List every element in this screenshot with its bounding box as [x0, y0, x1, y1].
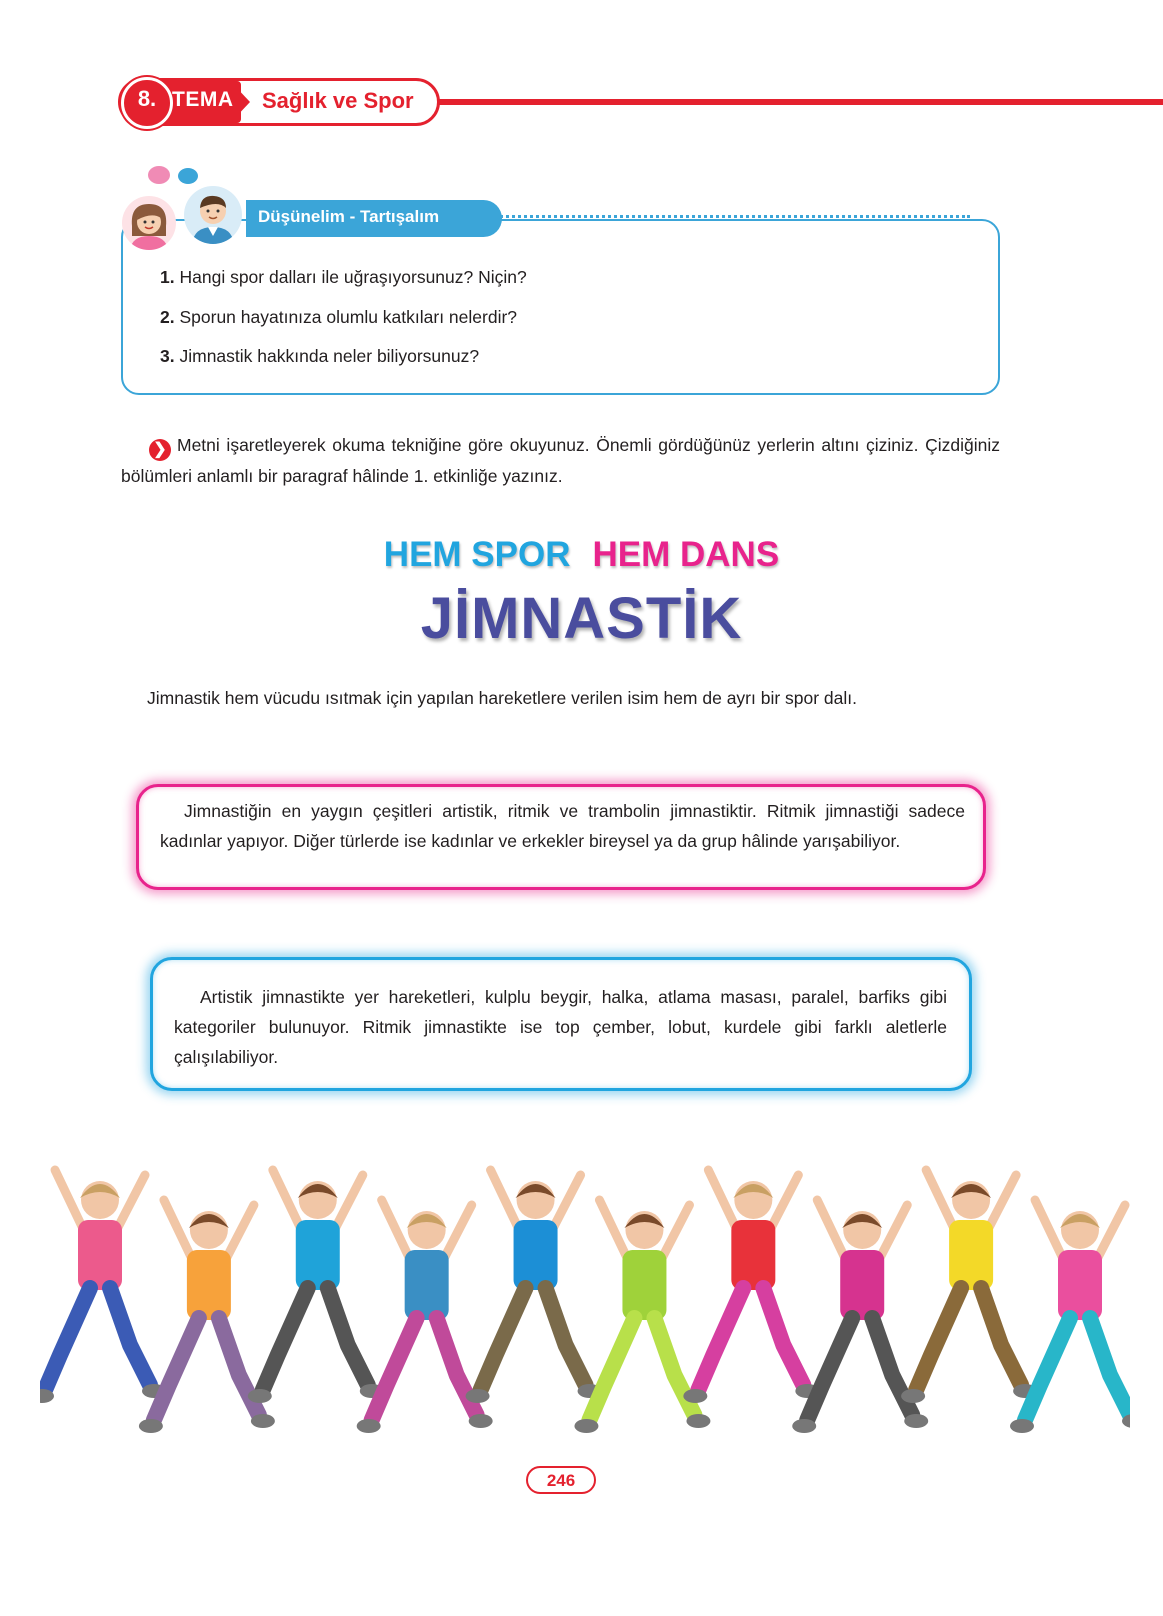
chevron-right-icon: ❯ [149, 439, 171, 461]
info-box-blue [150, 957, 972, 1091]
header-rule [430, 99, 1163, 105]
main-title: JİMNASTİK [420, 586, 743, 651]
speech-bubble-icon [148, 166, 170, 184]
jumping-kid [901, 1170, 1037, 1403]
theme-pill-arrow [234, 85, 250, 119]
question-2 [160, 307, 517, 328]
boy-avatar-icon [184, 186, 242, 244]
question-3 [160, 346, 479, 367]
page-number: 246 [526, 1466, 596, 1494]
jumping-kid [1010, 1200, 1130, 1433]
info-box-blue-text: Artistik jimnastikte yer hareketleri, kulplu beygir, halka, atlama masası, paralel, barfiks gibi kategoriler bulunuyor. Ritmik jimnastikte ise top çember, lobut, kurdele gibi farklı aletlerle çalışılabiliyor. [174, 987, 947, 1067]
subtitle-line [0, 535, 1163, 575]
discussion-dotted-line [495, 215, 970, 218]
discussion-title: Düşünelim - Tartışalım [258, 207, 440, 226]
theme-number: 8. [137, 86, 157, 111]
theme-label: TEMA [172, 88, 234, 111]
intro-paragraph: Jimnastik hem vücudu ısıtmak için yapılan hareketlere verilen isim hem de ayrı bir spor dalı. [147, 688, 858, 708]
question-1 [160, 267, 527, 288]
question-number: 1. [160, 267, 175, 287]
subtitle-blue: HEM SPOR [383, 535, 571, 574]
jumping-kids-photo [40, 1140, 1130, 1460]
info-box-pink [136, 784, 986, 890]
jumping-kid [248, 1170, 384, 1403]
info-box-pink-text: Jimnastiğin en yaygın çeşitleri artistik, ritmik ve trambolin jimnastiktir. Ritmik jimnastiği sadece kadınlar yapıyor. Diğer türlerde ise kadınlar ve erkekler bireysel ya da grup hâlinde yarışabiliyor. [160, 801, 965, 851]
question-number: 2. [160, 307, 175, 327]
question-text: Sporun hayatınıza olumlu katkıları nelerdir? [179, 307, 518, 327]
jumping-kid [683, 1170, 819, 1403]
question-text: Jimnastik hakkında neler biliyorsunuz? [179, 346, 480, 366]
question-number: 3. [160, 346, 175, 366]
instruction-text: Metni işaretleyerek okuma tekniğine göre okuyunuz. Önemli gördüğünüz yerlerin altını çiziniz. Çizdiğiniz bölümleri anlamlı bir paragraf hâlinde 1. etkinliğe yazınız. [121, 435, 1000, 486]
subtitle-pink: HEM DANS [592, 535, 780, 574]
girl-avatar-icon [122, 196, 176, 250]
theme-title: Sağlık ve Spor [262, 88, 414, 113]
speech-bubble-icon [178, 168, 198, 184]
jumping-kid [40, 1170, 166, 1403]
reading-instruction [121, 430, 1000, 491]
question-text: Hangi spor dalları ile uğraşıyorsunuz? Niçin? [179, 267, 527, 287]
jumping-kid [466, 1170, 602, 1403]
